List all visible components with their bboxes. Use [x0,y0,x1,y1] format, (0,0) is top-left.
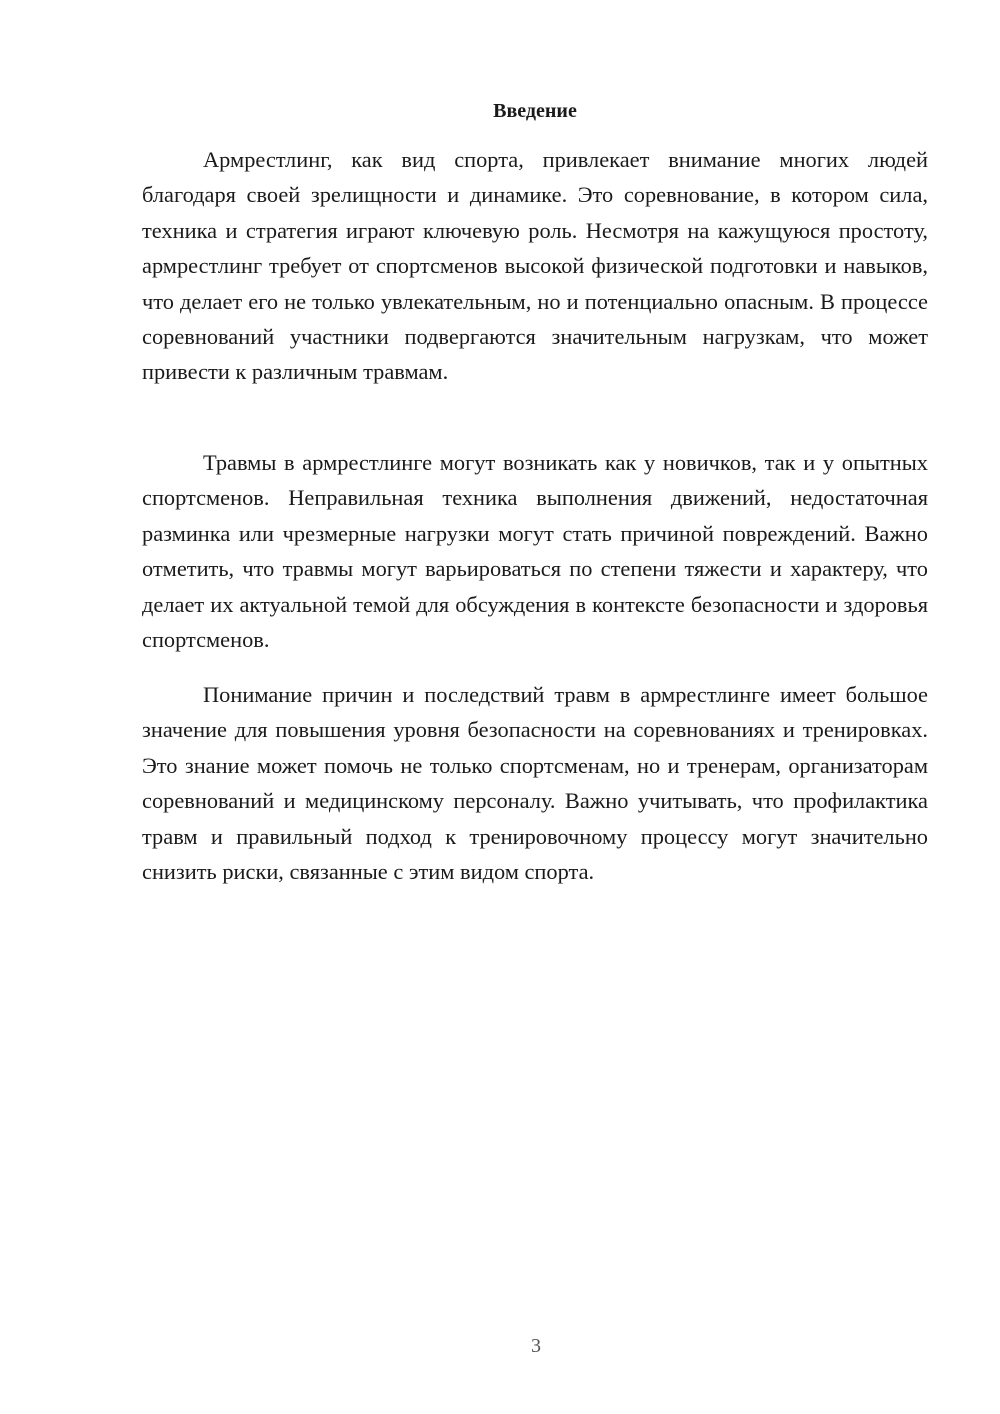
paragraph-3: Понимание причин и последствий травм в армрестлинге имеет большое значение для повышения уровня безопасности на соревнованиях и тренировках. Это знание может помочь не только спортсменам, но и тренерам, организаторам соревнований и медицинскому персоналу. Важно учитывать, что профилактика травм и правильный подход к тренировочному процессу могут значительно снизить риски, связанные с этим видом спорта. [142,682,928,885]
page-number: 3 [531,1335,541,1357]
section-heading: Введение [493,100,577,122]
paragraph-2: Травмы в армрестлинге могут возникать как у новичков, так и у опытных спортсменов. Неправильная техника выполнения движений, недостаточная разминка или чрезмерные нагрузки могут стать причиной повреждений. Важно отметить, что травмы могут варьироваться по степени тяжести и характеру, что делает их актуальной темой для обсуждения в контексте безопасности и здоровья спортсменов. [142,450,928,653]
paragraph-1: Армрестлинг, как вид спорта, привлекает внимание многих людей благодаря своей зрелищности и динамике. Это соревнование, в котором сила, техника и стратегия играют ключевую роль. Несмотря на кажущуюся простоту, армрестлинг требует от спортсменов высокой физической подготовки и навыков, что делает его не только увлекательным, но и потенциально опасным. В процессе соревнований участники подвергаются значительным нагрузкам, что может привести к различным травмам. [142,147,928,385]
